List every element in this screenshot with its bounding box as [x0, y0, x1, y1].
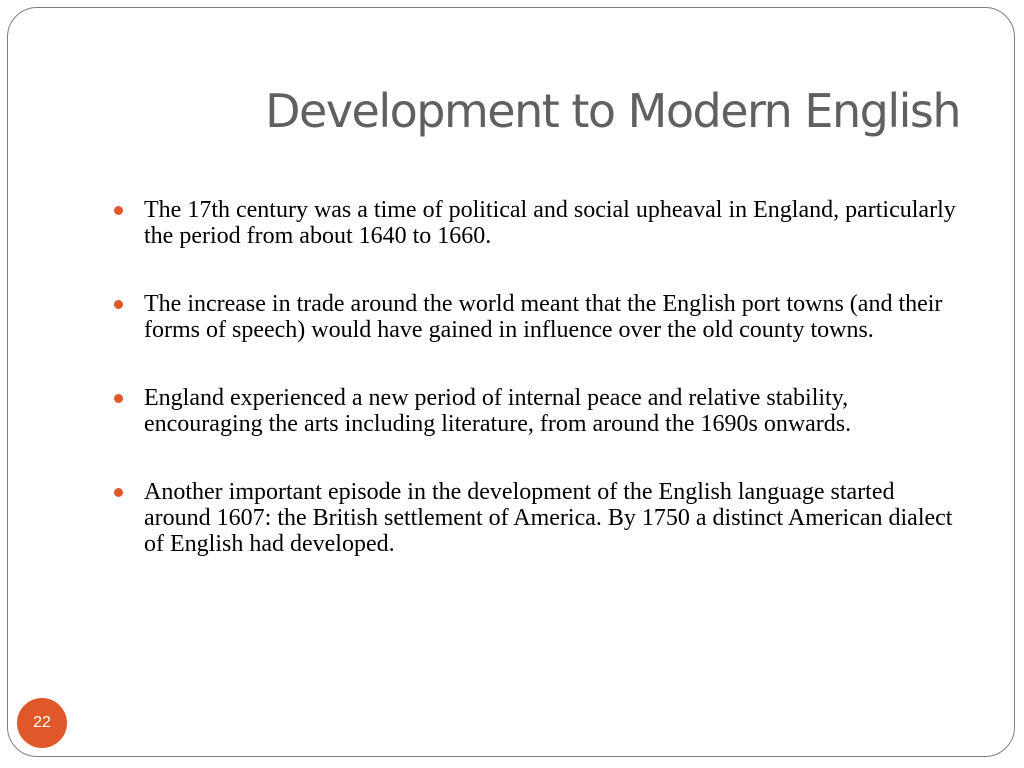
bullet-dot-icon — [114, 488, 123, 497]
bullet-dot-icon — [114, 300, 123, 309]
slide-title: Development to Modern English — [265, 84, 960, 138]
bullet-text: England experienced a new period of internal peace and relative stability, encouraging the arts including literature, from around the 1690s onwards. — [144, 385, 852, 437]
page-number: 22 — [33, 714, 51, 731]
bullet-item — [112, 197, 962, 249]
bullet-dot-icon — [114, 394, 123, 403]
bullet-item — [112, 479, 962, 557]
page-number-badge — [17, 698, 67, 748]
bullet-dot-icon — [114, 206, 123, 215]
bullet-text: Another important episode in the development of the English language started around 1607: the British settlement of America. By 1750 a distinct American dialect of English had developed. — [144, 479, 953, 557]
bullet-text: The increase in trade around the world meant that the English port towns (and their forms of speech) would have gained in influence over the old county towns. — [144, 291, 943, 343]
bullet-text: The 17th century was a time of political and social upheaval in England, particularly the period from about 1640 to 1660. — [144, 197, 956, 249]
bullet-item — [112, 385, 962, 437]
bullet-item — [112, 291, 962, 343]
bullet-list — [112, 197, 962, 599]
